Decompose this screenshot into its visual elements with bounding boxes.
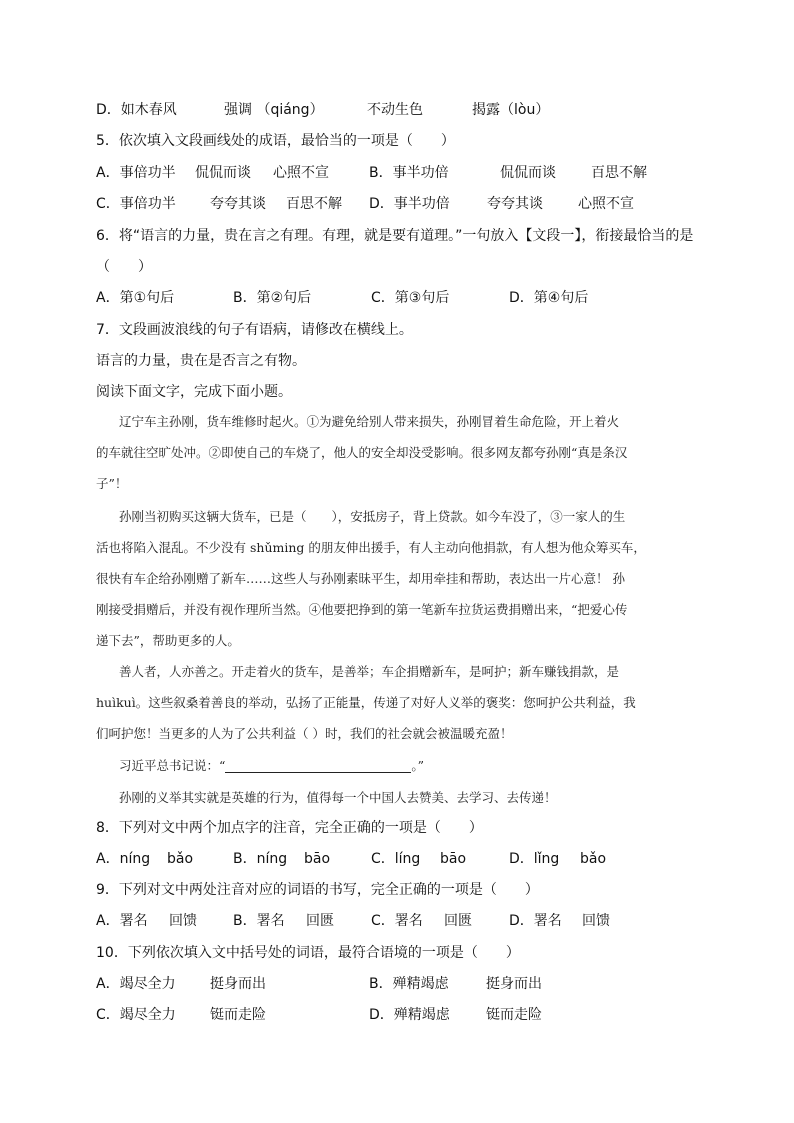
quote-close: 。” (411, 758, 425, 773)
q5-option-b-b: 侃侃而谈 (500, 165, 556, 181)
q8-option-c: C．líng (371, 851, 421, 867)
q5-option-a-c: 心照不宣 (273, 165, 329, 181)
q4-option-d-word2: 强调 （qiáng） (224, 102, 324, 118)
q6-option-d: D．第④句后 (509, 290, 589, 306)
q8-option-c-b: bāo (440, 851, 467, 867)
fill-in-blank[interactable] (225, 758, 411, 773)
q6-stem: 6．将“语言的力量，贵在言之有理。有理，就是要有道理。”一句放入【文段一】，衔接最恰当的是 (96, 228, 694, 244)
passage-line-11: 们呵护您！当更多的人为了公共利益（ ）时，我们的社会就会被温暖充盈！ (96, 726, 513, 741)
q4-option-d-word4: 揭露（lòu） (472, 102, 550, 118)
passage-line-1: 辽宁车主孙刚，货车维修时起火。①为避免给别人带来损失，孙刚冒着生命危险，开上着火 (119, 414, 620, 429)
q8-option-d-b: bǎo (580, 851, 607, 867)
passage-line-7: 刚接受捐赠后，并没有视作理所当然。④他要把挣到的第一笔新车拉货运费捐赠出来，“把爱心传 (96, 602, 628, 617)
passage-line-5: 活也将陷入混乱。不少没有 shǔming 的朋友伸出援手，有人主动向他捐款，有人想为他众筹买车， (96, 540, 646, 555)
q10-option-d: D．殚精竭虑 (369, 1007, 450, 1023)
q7-stem: 7．文段画波浪线的句子有语病，请修改在横线上。 (96, 322, 413, 338)
q6-paren: （ ） (96, 259, 152, 275)
q7-sentence: 语言的力量，贵在是否言之有物。 (96, 353, 306, 369)
q10-option-a: A．竭尽全力 (96, 976, 176, 992)
q5-option-b: B．事半功倍 (369, 165, 449, 181)
q5-option-a-b: 侃侃而谈 (195, 165, 251, 181)
passage-line-8: 递下去”，帮助更多的人。 (96, 633, 240, 648)
q10-option-d-b: 铤而走险 (486, 1007, 542, 1023)
q8-option-b-b: bāo (304, 851, 331, 867)
passage-line-9: 善人者，人亦善之。开走着火的货车，是善举；车企捐赠新车，是呵护；新车赚钱捐款，是 (119, 664, 620, 679)
passage-line-3: 子”！ (96, 476, 128, 491)
q9-option-d: D．署名 (509, 913, 562, 929)
q8-option-a: A．níng (96, 851, 151, 867)
q10-option-c: C．竭尽全力 (96, 1007, 176, 1023)
q9-stem: 9．下列对文中两处注音对应的词语的书写，完全正确的一项是（ ） (96, 882, 539, 898)
reading-instruction: 阅读下面文字，完成下面小题。 (96, 384, 292, 400)
q5-option-c: C．事倍功半 (96, 196, 176, 212)
passage-line-13: 孙刚的义举其实就是英雄的行为，值得每一个中国人去赞美、去学习、去传递！ (119, 790, 557, 805)
q5-option-c-b: 夸夸其谈 (210, 196, 266, 212)
q5-option-a: A．事倍功半 (96, 165, 176, 181)
q8-stem: 8．下列对文中两个加点字的注音，完全正确的一项是（ ） (96, 820, 483, 836)
q8-option-a-b: bǎo (167, 851, 194, 867)
q6-option-b: B．第②句后 (233, 290, 312, 306)
q9-option-d-b: 回馈 (582, 913, 610, 929)
q9-option-b-b: 回匮 (306, 913, 334, 929)
quote-intro: 习近平总书记说：“ (119, 758, 226, 773)
q5-option-d-c: 心照不宣 (578, 196, 634, 212)
q8-option-b: B．níng (233, 851, 288, 867)
q8-option-d: D．lǐng (509, 851, 560, 867)
q4-option-d: D．如木春风 (96, 102, 177, 118)
passage-line-2: 的车就往空旷处冲。②即使自己的车烧了，他人的安全却没受影响。很多网友都夸孙刚“真是条汉 (96, 445, 628, 460)
q5-option-b-c: 百思不解 (591, 165, 647, 181)
q9-option-c: C．署名 (371, 913, 423, 929)
q5-option-c-c: 百思不解 (286, 196, 342, 212)
passage-line-10: huìkuì。这些叙桑着善良的举动，弘扬了正能量，传递了对好人义举的褒奖：您呵护公共利益，我 (96, 695, 636, 710)
q10-option-b-b: 挺身而出 (486, 976, 542, 992)
q5-option-d-b: 夸夸其谈 (487, 196, 543, 212)
q10-option-a-b: 挺身而出 (210, 976, 266, 992)
q10-option-b: B．殚精竭虑 (369, 976, 449, 992)
q5-option-d: D．事半功倍 (369, 196, 450, 212)
q9-option-a-b: 回馈 (169, 913, 197, 929)
q6-option-a: A．第①句后 (96, 290, 175, 306)
passage-line-12 (119, 756, 424, 776)
q10-option-c-b: 铤而走险 (210, 1007, 266, 1023)
q6-option-c: C．第③句后 (371, 290, 450, 306)
q9-option-a: A．署名 (96, 913, 148, 929)
q4-option-d-word3: 不动生色 (367, 102, 423, 118)
q10-stem: 10．下列依次填入文中括号处的词语，最符合语境的一项是（ ） (96, 945, 520, 961)
passage-line-6: 很快有车企给孙刚赠了新车……这些人与孙刚素昧平生，却用牵挂和帮助，表达出一片心意！ 孙 (96, 571, 625, 586)
q5-stem: 5．依次填入文段画线处的成语，最恰当的一项是（ ） (96, 133, 455, 149)
q9-option-b: B．署名 (233, 913, 285, 929)
q9-option-c-b: 回匮 (444, 913, 472, 929)
passage-line-4: 孙刚当初购买这辆大货车，已是（ ），安抵房子，背上贷款。如今车没了，③一家人的生 (119, 509, 626, 524)
